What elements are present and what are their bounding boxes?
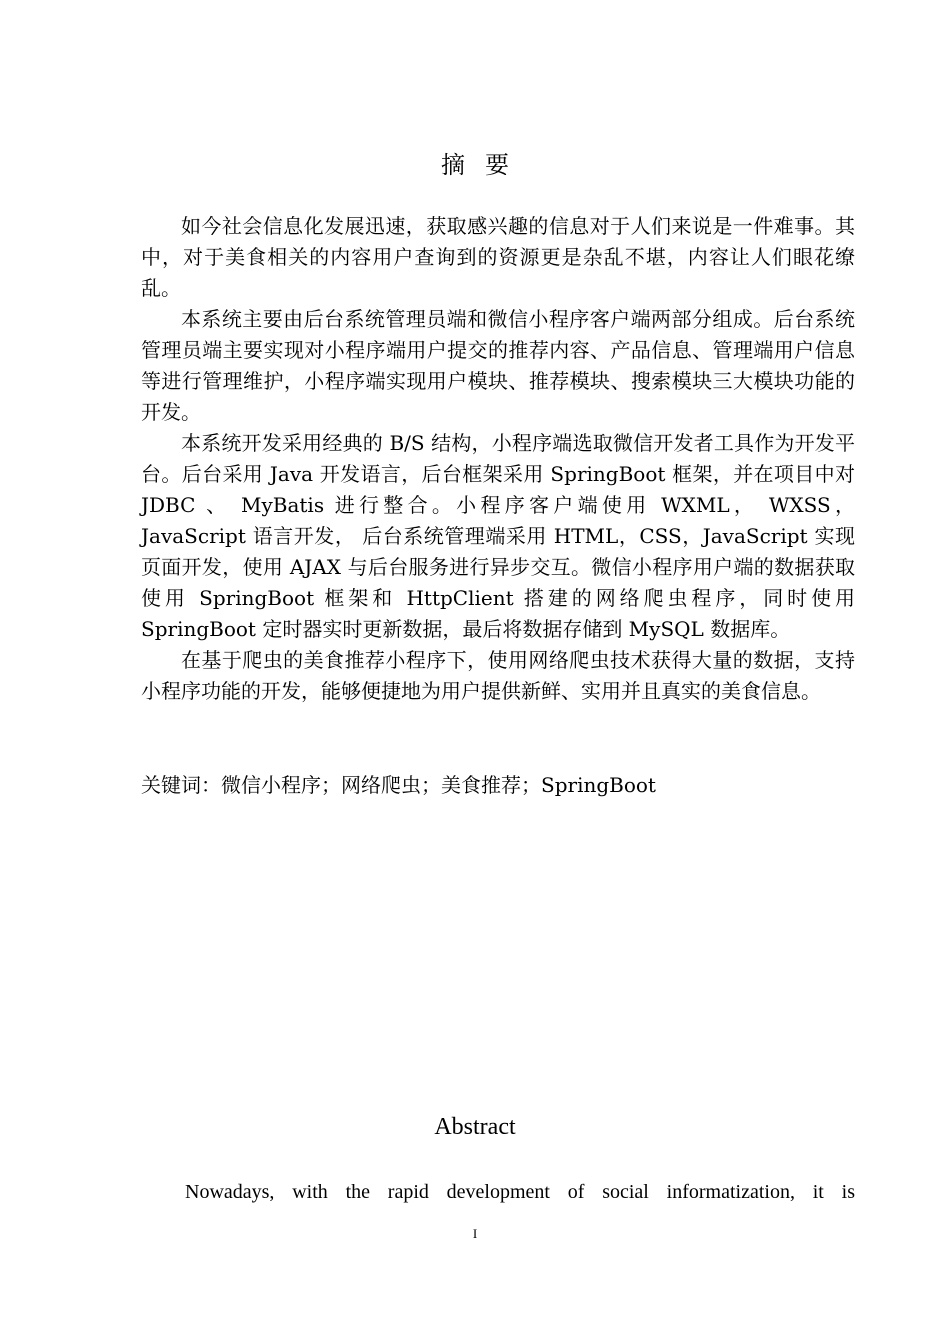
title-char-2: 要 <box>485 151 509 179</box>
chinese-paragraph-2: 本系统主要由后台系统管理员端和微信小程序客户端两部分组成。后台系统管理员端主要实现对小程序端用户提交的推荐内容、产品信息、管理端用户信息等进行管理维护，小程序端实现用户模块、推荐模块、搜索模块三大模块功能的开发。 <box>141 307 855 424</box>
keywords-label: 关键词： <box>141 773 221 797</box>
keywords-line <box>141 770 855 801</box>
page-number: I <box>472 1226 478 1241</box>
chinese-abstract-title <box>0 148 950 182</box>
chinese-paragraph-1: 如今社会信息化发展迅速，获取感兴趣的信息对于人们来说是一件难事。其中，对于美食相关的内容用户查询到的资源更是杂乱不堪，内容让人们眼花缭乱。 <box>141 214 855 300</box>
chinese-abstract-body <box>141 211 855 707</box>
chinese-paragraph-4: 在基于爬虫的美食推荐小程序下，使用网络爬虫技术获得大量的数据，支持小程序功能的开发，能够便捷地为用户提供新鲜、实用并且真实的美食信息。 <box>141 648 855 703</box>
keywords-text: 微信小程序；网络爬虫；美食推荐；SpringBoot <box>221 773 656 797</box>
english-abstract-title: Abstract <box>434 1114 516 1140</box>
english-paragraph-1: Nowadays, with the rapid development of social informatization, it is <box>185 1181 855 1203</box>
chinese-paragraph-3: 本系统开发采用经典的 B/S 结构，小程序端选取微信开发者工具作为开发平台。后台采用 Java 开发语言，后台框架采用 SpringBoot 框架，并在项目中对 JDBC 、 MyBatis 进行整合。小程序客户端使用 WXML， WXSS， JavaScript 语言开发， 后台系统管理端采用 HTML，CSS，JavaScript 实现页面开发，使用 AJAX 与后台服务进行异步交互。微信小程序用户端的数据获取使用 SpringBoot 框架和 HttpClient 搭建的网络爬虫程序，同时使用 SpringBoot 定时器实时更新数据，最后将数据存储到 MySQL 数据库。 <box>141 431 855 641</box>
title-char-1: 摘 <box>441 151 465 179</box>
english-abstract-body <box>141 1177 855 1208</box>
